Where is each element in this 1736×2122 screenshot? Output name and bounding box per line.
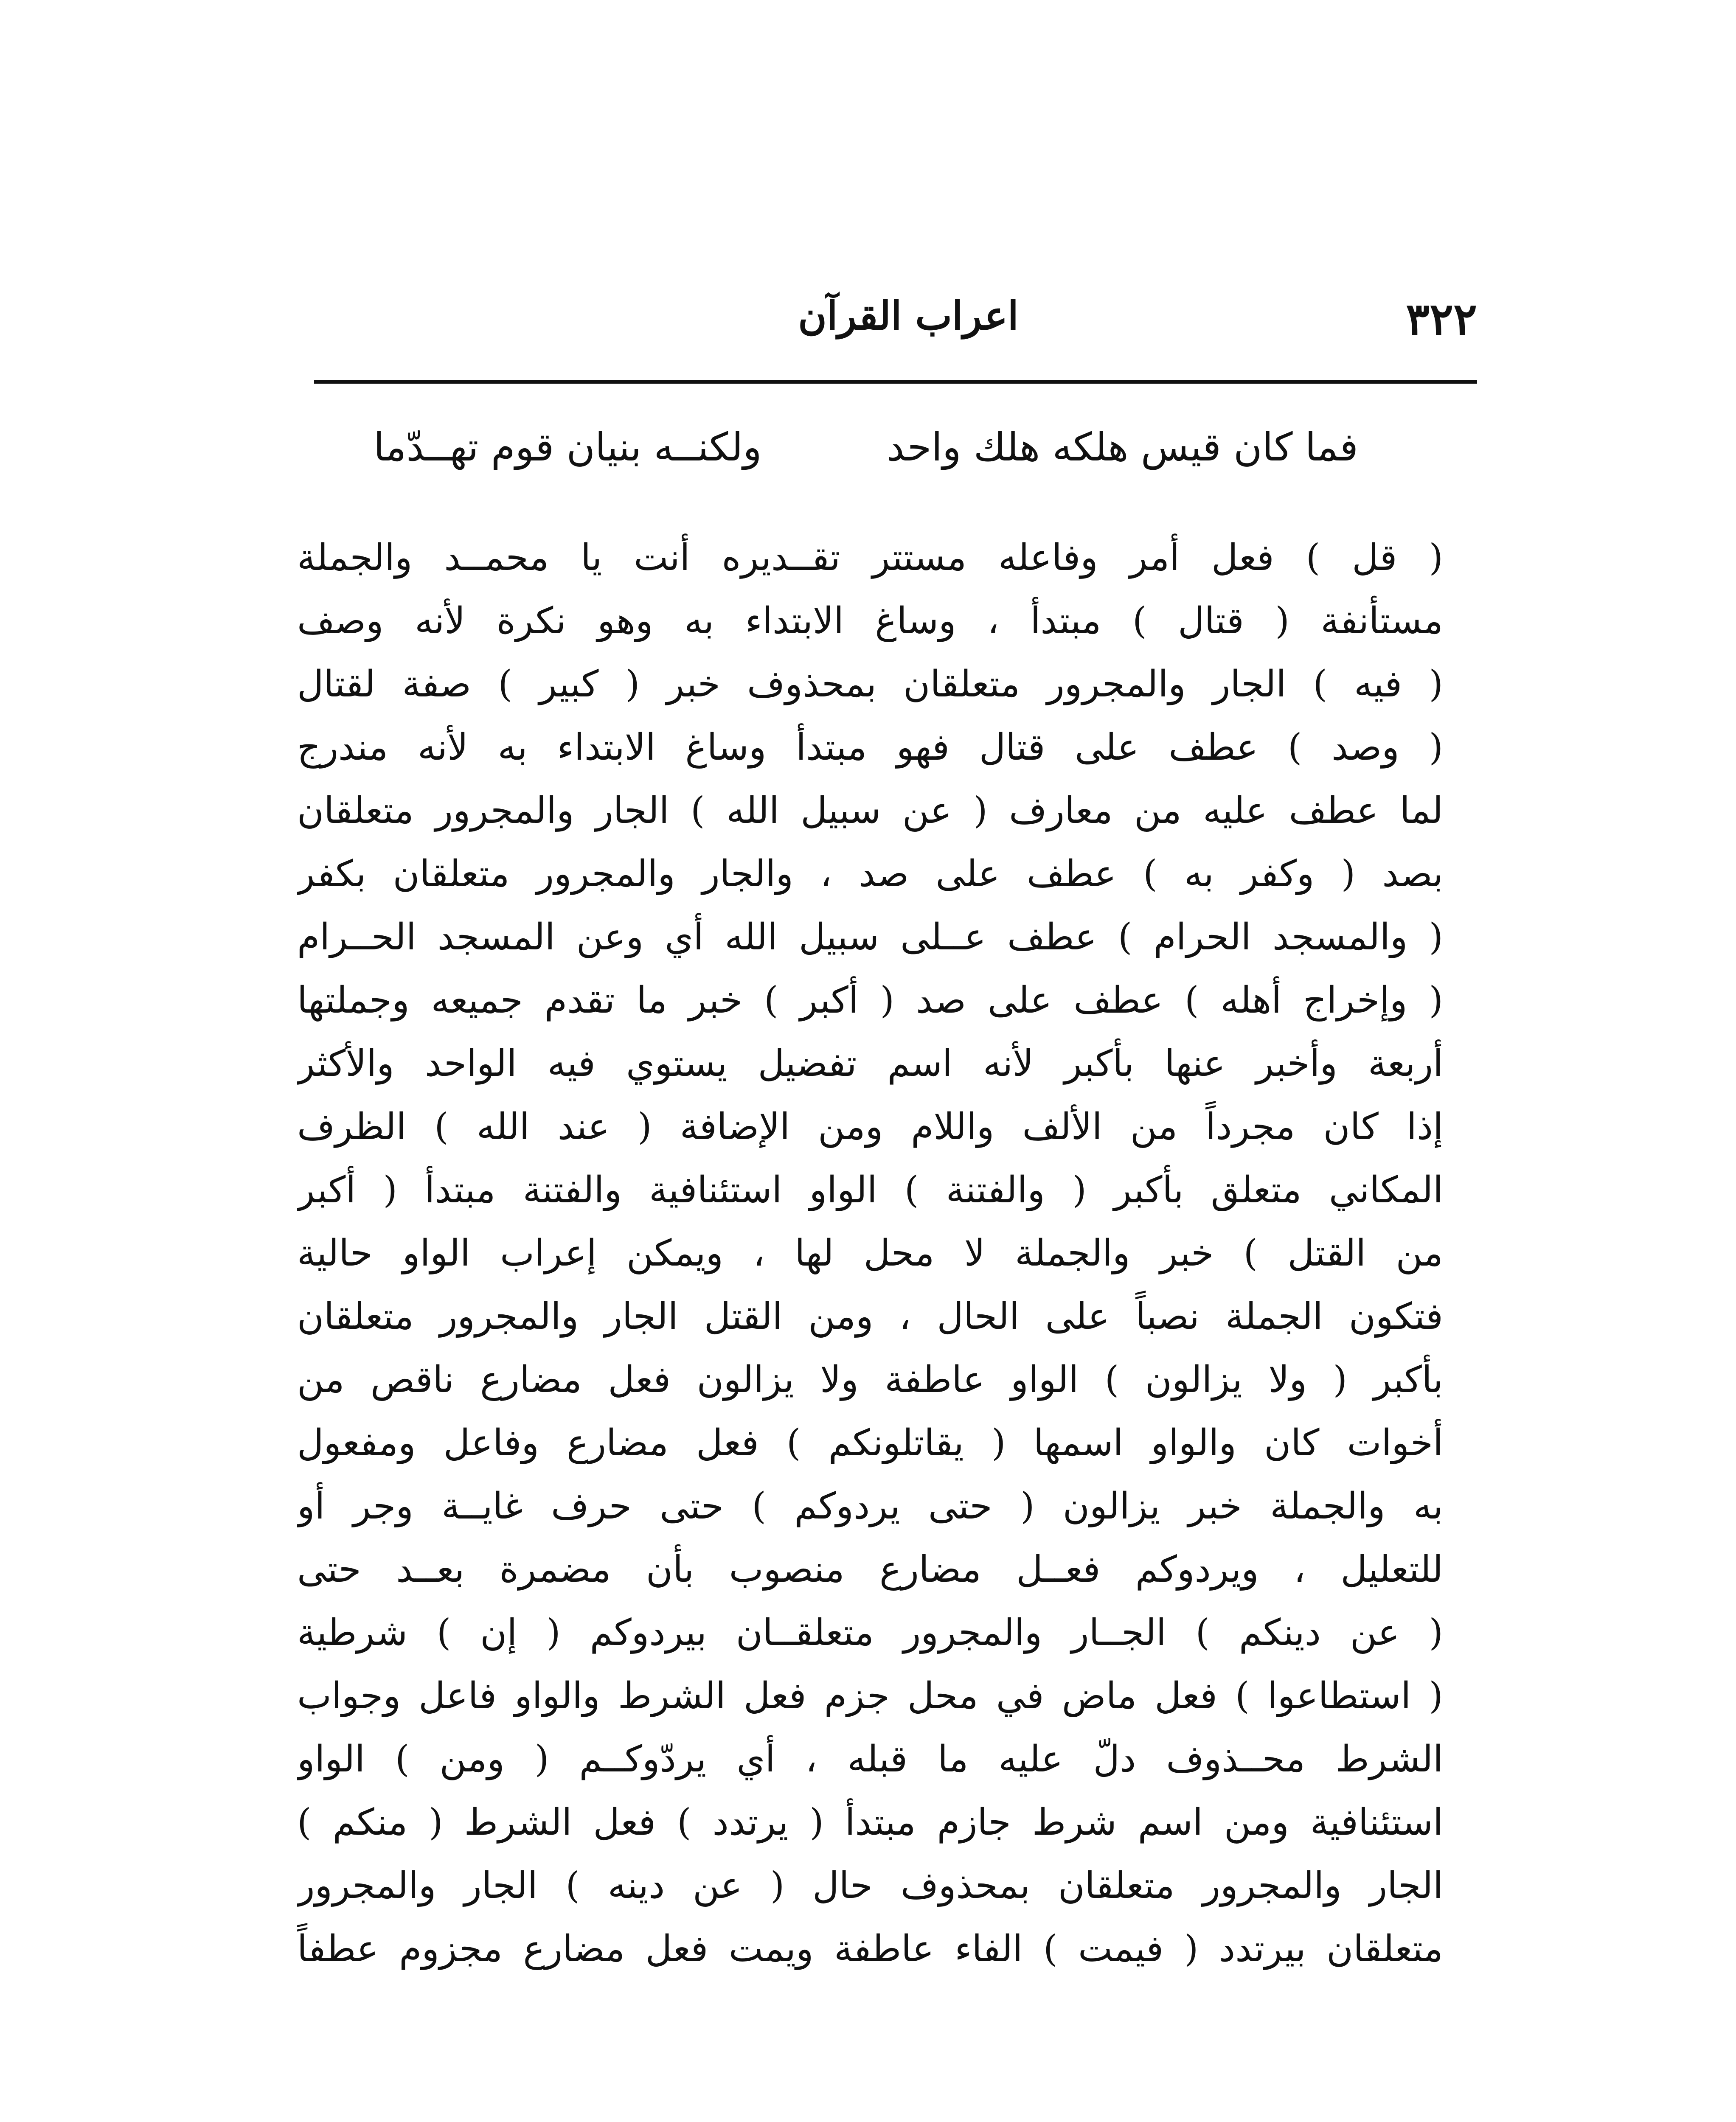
text-line: فتكون الجملة نصباً على الحال ، ومن القتل الجار والمجرور متعلقان [297,1295,1443,1338]
verse-first-hemistich: فما كان قيس هلكه هلك واحد [887,424,1358,470]
text-line: بصد ( وكفر به ) عطف على صد ، والجار والمجرور متعلقان بكفر [297,853,1443,895]
text-line: الجار والمجرور متعلقان بمحذوف حال ( عن دينه ) الجار والمجرور [297,1864,1443,1907]
text-line: المكاني متعلق بأكبر ( والفتنة ) الواو استئنافية والفتنة مبتدأ ( أكبر [297,1169,1443,1211]
text-line: أخوات كان والواو اسمها ( يقاتلونكم ) فعل مضارع وفاعل ومفعول [297,1422,1443,1464]
text-line: ( قل ) فعل أمر وفاعله مستتر تقــديره أنت يا محمــد والجملة [297,536,1443,579]
text-line: ( وصد ) عطف على قتال فهو مبتدأ وساغ الابتداء به لأنه مندرج [297,726,1443,769]
text-line: مستأنفة ( قتال ) مبتدأ ، وساغ الابتداء به وهو نكرة لأنه وصف [297,600,1443,642]
text-line: ( والمسجد الحرام ) عطف عــلى سبيل الله أي وعن المسجد الحــرام [297,916,1443,958]
text-line: للتعليل ، ويردوكم فعــل مضارع منصوب بأن مضمرة بعــد حتى [297,1548,1443,1591]
text-line: لما عطف عليه من معارف ( عن سبيل الله ) الجار والمجرور متعلقان [297,789,1443,832]
book-title: اعراب القرآن [798,293,1019,339]
page-header [314,293,1477,356]
text-line: متعلقان بيرتدد ( فيمت ) الفاء عاطفة ويمت فعل مضارع مجزوم عطفاً [297,1928,1443,1970]
text-line: ( استطاعوا ) فعل ماض في محل جزم فعل الشرط والواو فاعل وجواب [297,1675,1443,1717]
verse-second-hemistich: ولكنــه بنيان قوم تهــدّما [374,424,762,470]
text-line: أربعة وأخبر عنها بأكبر لأنه اسم تفضيل يستوي فيه الواحد والأكثر [297,1042,1443,1085]
text-line: ( عن دينكم ) الجــار والمجرور متعلقــان بيردوكم ( إن ) شرطية [297,1611,1443,1654]
page-number: ٣٢٢ [1406,293,1477,345]
text-line: من القتل ) خبر والجملة لا محل لها ، ويمكن إعراب الواو حالية [297,1232,1443,1274]
text-line: الشرط محــذوف دلّ عليه ما قبله ، أي يردّوكــم ( ومن ) الواو [297,1738,1443,1780]
text-line: ( وإخراج أهله ) عطف على صد ( أكبر ) خبر ما تقدم جميعه وجملتها [297,979,1443,1022]
text-line: استئنافية ومن اسم شرط جازم مبتدأ ( يرتدد ) فعل الشرط ( منكم ) [297,1801,1443,1844]
header-rule [314,380,1477,384]
body-text [297,526,1443,1981]
text-line: ( فيه ) الجار والمجرور متعلقان بمحذوف خبر ( كبير ) صفة لقتال [297,663,1443,705]
text-line: به والجملة خبر يزالون ( حتى يردوكم ) حتى حرف غايــة وجر أو [297,1485,1443,1527]
text-line: بأكبر ( ولا يزالون ) الواو عاطفة ولا يزالون فعل مضارع ناقص من [297,1359,1443,1401]
text-line: إذا كان مجرداً من الألف واللام ومن الإضافة ( عند الله ) الظرف [297,1106,1443,1148]
